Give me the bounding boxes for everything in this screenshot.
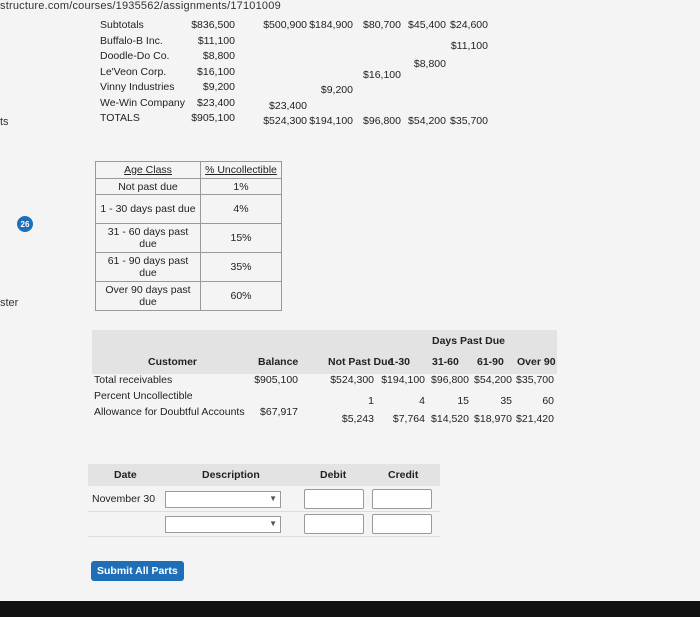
summary-row-label: Percent Uncollectible bbox=[94, 390, 193, 402]
aging-total: $23,400 bbox=[197, 96, 235, 109]
summary-row-label: Total receivables bbox=[94, 374, 173, 386]
days-1-30-header: 1-30 bbox=[389, 356, 411, 368]
journal-date: November 30 bbox=[92, 493, 156, 505]
days-31-60-header: 31-60 bbox=[432, 356, 459, 368]
aging-total: $16,100 bbox=[197, 65, 235, 78]
aging-customer-name: TOTALS bbox=[100, 112, 140, 124]
pct-cell: 4% bbox=[201, 195, 282, 224]
aging-bucket-value: $45,400 bbox=[408, 19, 446, 31]
aging-bucket-value: $194,100 bbox=[309, 115, 353, 127]
aging-bucket-value: $184,900 bbox=[309, 19, 353, 31]
pct-cell: 35% bbox=[201, 253, 282, 282]
credit-input[interactable] bbox=[372, 489, 432, 509]
aging-total: $905,100 bbox=[191, 112, 235, 124]
summary-value: $35,700 bbox=[516, 374, 554, 386]
aging-bucket-value: $35,700 bbox=[450, 115, 488, 127]
journal-header bbox=[88, 464, 440, 486]
age-class-cell: 61 - 90 days past due bbox=[96, 253, 201, 282]
pct-uncollectible-header: % Uncollectible bbox=[205, 164, 277, 176]
not-past-due-header: Not Past Due bbox=[328, 356, 394, 368]
aging-total: $8,800 bbox=[202, 50, 235, 62]
summary-balance: $67,917 bbox=[260, 406, 298, 418]
aging-customer-name: Le'Veon Corp. bbox=[100, 65, 167, 78]
journal-row bbox=[88, 512, 440, 537]
debit-input[interactable] bbox=[304, 489, 364, 509]
days-61-90-header: 61-90 bbox=[477, 356, 504, 368]
credit-header: Credit bbox=[388, 469, 419, 481]
summary-row-label: Allowance for Doubtful Accounts bbox=[94, 406, 245, 418]
aging-bucket-value: $8,800 bbox=[413, 58, 446, 70]
aging-total: $836,500 bbox=[191, 19, 235, 31]
days-past-due-header: Days Past Due bbox=[432, 335, 505, 347]
summary-value: $524,300 bbox=[330, 374, 374, 386]
summary-value: $18,970 bbox=[474, 413, 512, 425]
journal-row bbox=[88, 487, 440, 512]
aging-customer-name: Buffalo-B Inc. bbox=[100, 34, 163, 47]
aging-schedule bbox=[0, 0, 700, 140]
aging-bucket-value: $96,800 bbox=[363, 115, 401, 127]
aging-bucket-value: $23,400 bbox=[269, 99, 307, 112]
age-class-cell: 31 - 60 days past due bbox=[96, 224, 201, 253]
summary-value: $54,200 bbox=[474, 374, 512, 386]
age-class-cell: Not past due bbox=[96, 179, 201, 195]
credit-input[interactable] bbox=[372, 514, 432, 534]
age-class-header: Age Class bbox=[124, 164, 172, 176]
summary-value: $14,520 bbox=[431, 413, 469, 425]
summary-value: 1 bbox=[368, 395, 374, 407]
uncollectible-table bbox=[95, 161, 282, 311]
chevron-down-icon: ▼ bbox=[269, 519, 277, 528]
summary-value: $7,764 bbox=[392, 413, 425, 425]
aging-bucket-value: $11,100 bbox=[450, 39, 488, 52]
aging-bucket-value: $500,900 bbox=[263, 19, 307, 31]
aging-bucket-value: $24,600 bbox=[450, 19, 488, 31]
summary-value: $5,243 bbox=[341, 413, 374, 425]
pct-cell: 15% bbox=[201, 224, 282, 253]
age-class-cell: 1 - 30 days past due bbox=[96, 195, 201, 224]
url-bar: structure.com/courses/1935562/assignments/17101009 bbox=[0, 0, 281, 12]
aging-bucket-value: $16,100 bbox=[363, 68, 401, 81]
debit-input[interactable] bbox=[304, 514, 364, 534]
aging-bucket-value: $80,700 bbox=[363, 19, 401, 31]
pct-cell: 60% bbox=[201, 282, 282, 311]
bottom-bar bbox=[0, 601, 700, 617]
summary-value: $194,100 bbox=[381, 374, 425, 386]
summary-balance: $905,100 bbox=[254, 374, 298, 386]
aging-customer-name: Vinny Industries bbox=[100, 81, 175, 93]
date-header: Date bbox=[114, 469, 137, 481]
summary-value: 35 bbox=[500, 395, 512, 407]
debit-header: Debit bbox=[320, 469, 347, 481]
description-select[interactable] bbox=[165, 491, 281, 508]
customer-header: Customer bbox=[148, 356, 198, 368]
summary-value: $21,420 bbox=[516, 413, 554, 425]
age-class-cell: Over 90 days past due bbox=[96, 282, 201, 311]
sidebar-label-ster[interactable]: ster bbox=[0, 297, 19, 309]
aging-total: $9,200 bbox=[202, 81, 235, 93]
pct-cell: 1% bbox=[201, 179, 282, 195]
submit-all-parts-button[interactable]: Submit All Parts bbox=[91, 561, 184, 581]
over-90-header: Over 90 bbox=[517, 356, 556, 368]
allowance-summary bbox=[92, 330, 557, 425]
question-number-badge[interactable]: 26 bbox=[17, 216, 33, 232]
summary-value: 60 bbox=[542, 395, 554, 407]
aging-customer-name: We-Win Company bbox=[100, 96, 185, 109]
aging-customer-name: Subtotals bbox=[100, 19, 144, 31]
summary-value: 15 bbox=[457, 395, 469, 407]
summary-value: $96,800 bbox=[431, 374, 469, 386]
aging-bucket-value: $54,200 bbox=[408, 115, 446, 127]
balance-header: Balance bbox=[258, 356, 299, 368]
description-header: Description bbox=[202, 469, 260, 481]
sidebar-label-ts[interactable]: ts bbox=[0, 116, 9, 128]
chevron-down-icon: ▼ bbox=[269, 494, 277, 503]
description-select[interactable] bbox=[165, 516, 281, 533]
summary-value: 4 bbox=[419, 395, 425, 407]
aging-bucket-value: $9,200 bbox=[320, 84, 353, 96]
aging-bucket-value: $524,300 bbox=[263, 115, 307, 127]
aging-total: $11,100 bbox=[197, 34, 235, 47]
aging-customer-name: Doodle-Do Co. bbox=[100, 50, 170, 62]
